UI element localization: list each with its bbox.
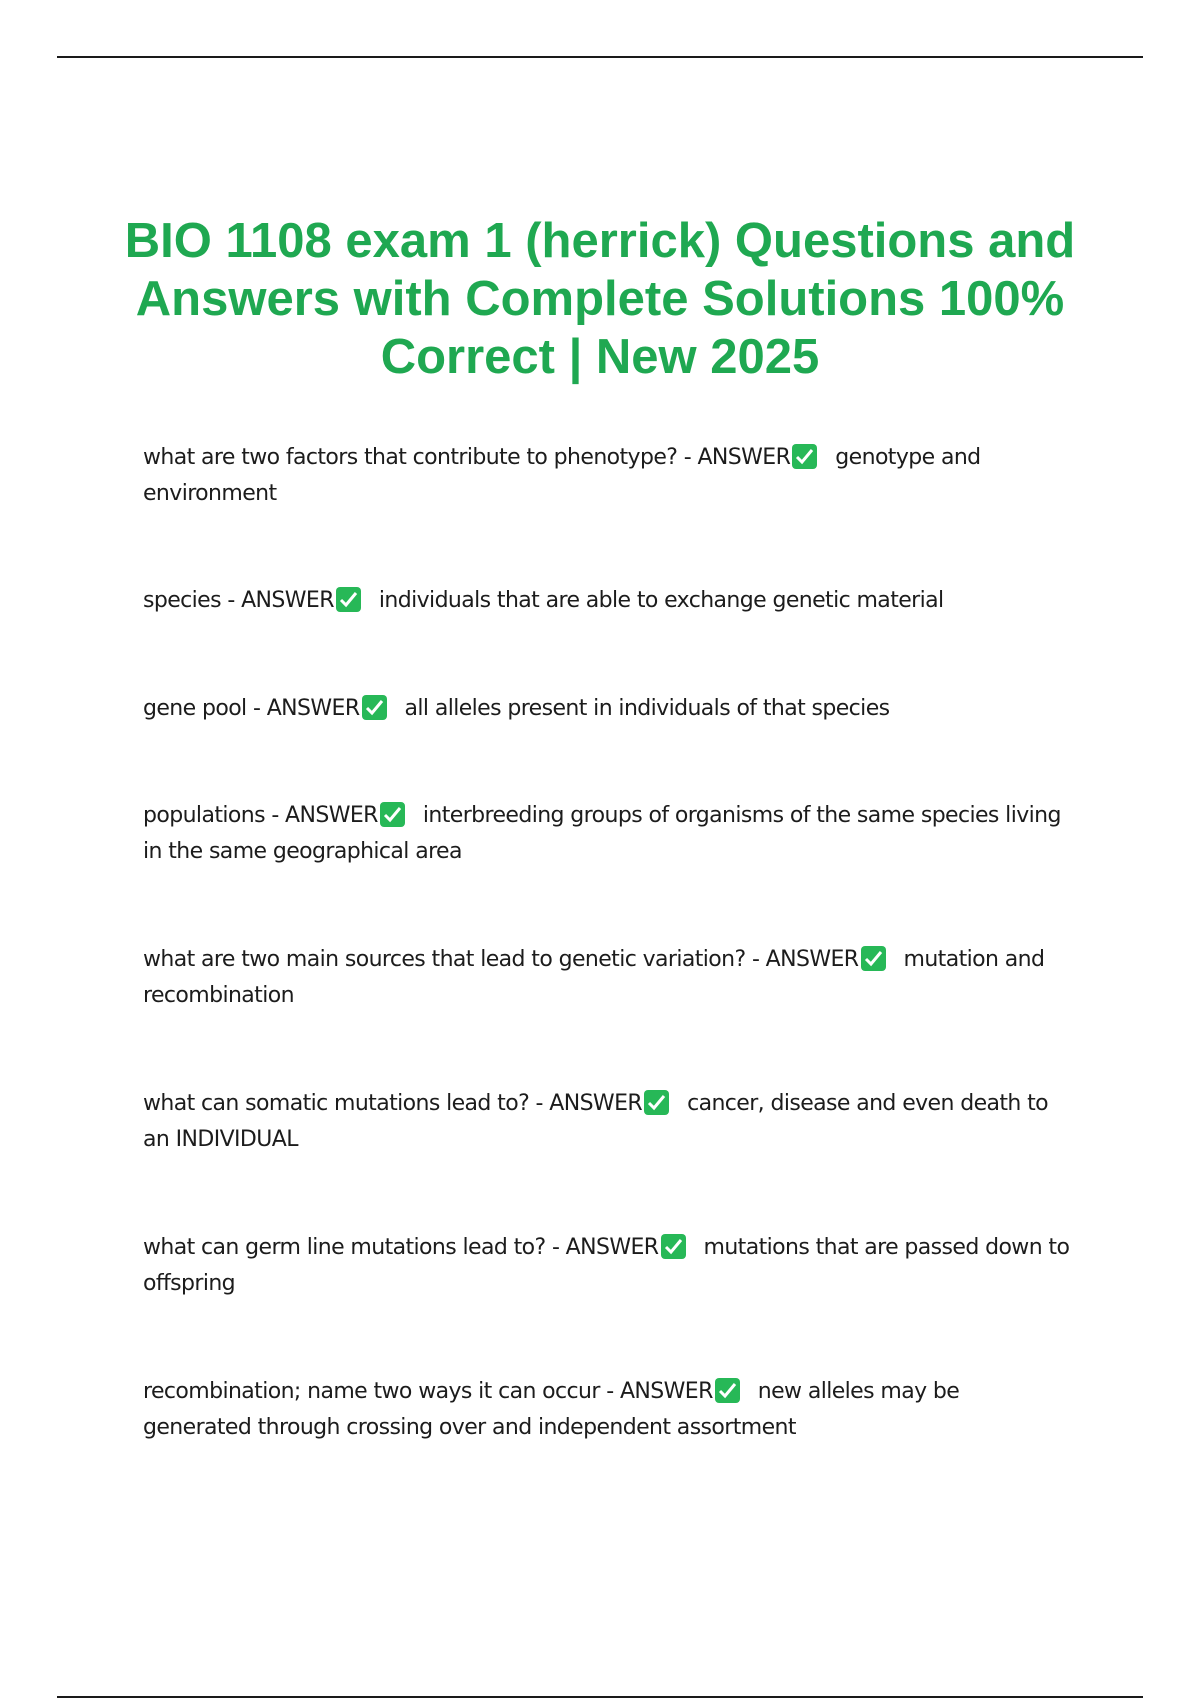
question-text: recombination; name two ways it can occur - ANSWER	[143, 1379, 713, 1404]
qa-item	[143, 1230, 1073, 1302]
question-text: gene pool - ANSWER	[143, 696, 360, 721]
green-check-icon	[715, 1378, 740, 1403]
answer-text: genotype and environment	[143, 445, 981, 506]
question-text: what are two main sources that lead to genetic variation? - ANSWER	[143, 947, 859, 972]
qa-item	[143, 440, 1073, 512]
green-check-icon	[336, 587, 361, 612]
question-text: what can germ line mutations lead to? - ANSWER	[143, 1235, 659, 1260]
question-text: species - ANSWER	[143, 588, 334, 613]
question-text: what are two factors that contribute to phenotype? - ANSWER	[143, 445, 791, 470]
answer-text: individuals that are able to exchange genetic material	[378, 588, 944, 613]
answer-text: interbreeding groups of organisms of the same species living in the same geographical area	[143, 803, 1061, 864]
qa-item	[143, 691, 1073, 727]
answer-text: mutation and recombination	[143, 947, 1045, 1008]
answer-text: all alleles present in individuals of that species	[404, 696, 890, 721]
green-check-icon	[661, 1234, 686, 1259]
answer-text: cancer, disease and even death to an INDIVIDUAL	[143, 1091, 1049, 1152]
green-check-icon	[362, 695, 387, 720]
top-rule	[57, 56, 1143, 58]
green-check-icon	[792, 444, 817, 469]
question-text: populations - ANSWER	[143, 803, 378, 828]
qa-item	[143, 583, 1073, 619]
green-check-icon	[861, 946, 886, 971]
document-title: BIO 1108 exam 1 (herrick) Questions and Answers with Complete Solutions 100% Correct | New 2025	[124, 214, 1076, 384]
qa-item	[143, 1374, 1073, 1446]
bottom-rule	[57, 1696, 1143, 1698]
question-text: what can somatic mutations lead to? - ANSWER	[143, 1091, 643, 1116]
qa-item	[143, 798, 1073, 870]
answer-text: new alleles may be generated through crossing over and independent assortment	[143, 1379, 960, 1440]
green-check-icon	[380, 802, 405, 827]
green-check-icon	[644, 1090, 669, 1115]
answer-text: mutations that are passed down to offspring	[143, 1235, 1070, 1296]
qa-item	[143, 942, 1073, 1014]
qa-item	[143, 1086, 1073, 1158]
